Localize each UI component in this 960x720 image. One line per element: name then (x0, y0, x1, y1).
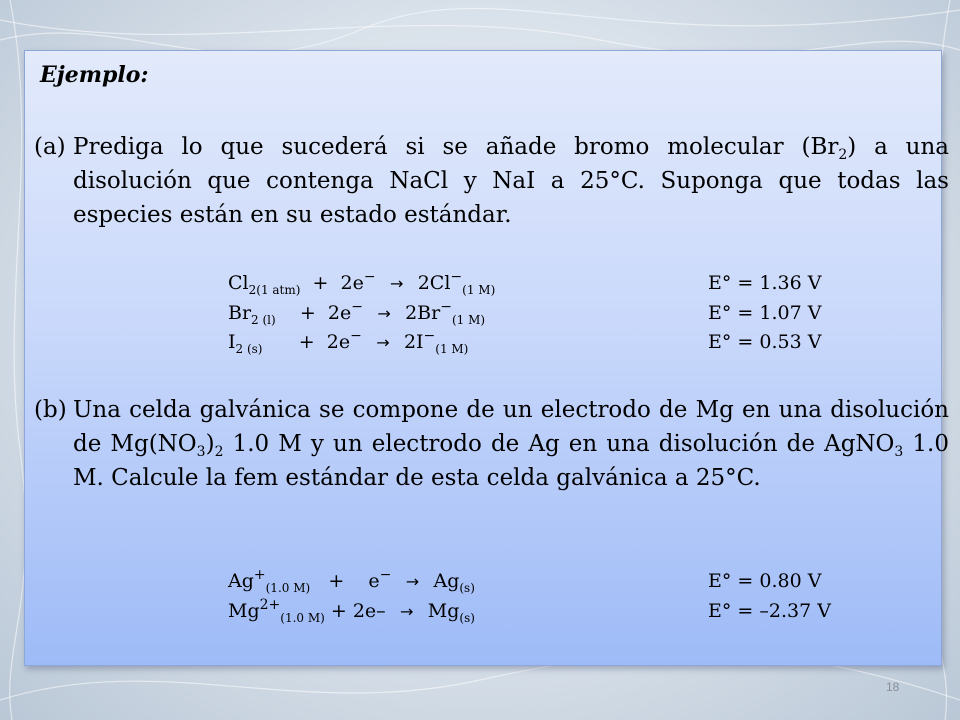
part-b-sub-3: 3 (894, 444, 904, 460)
part-a-text-1: Prediga lo que sucederá si se añade bromo molecular (Br (73, 134, 839, 160)
eq-reactant: Br (228, 302, 252, 324)
eq-potential: E° = 1.07 V (708, 302, 822, 324)
eq-potential: E° = 0.80 V (708, 570, 822, 592)
eq-electrons: e (368, 570, 380, 592)
eq-product-sup: − (423, 328, 436, 344)
eq-product: Ag (433, 570, 460, 592)
eq-potential: E° = 0.53 V (708, 331, 822, 353)
eq-plus: + (299, 302, 316, 324)
arrow-icon: → (377, 304, 391, 323)
arrow-icon: → (405, 572, 420, 591)
eq-product-sub: (1 M) (462, 283, 496, 297)
eq-reactant: Cl (228, 272, 249, 294)
part-b-sub-2: 2 (214, 444, 224, 460)
eq-electrons: 2e– (352, 600, 386, 622)
part-b-label: (b) (34, 397, 67, 423)
eq-product-sub: (s) (459, 581, 475, 595)
equation-i2 (228, 328, 822, 357)
eq-electrons-sup: − (363, 269, 376, 285)
eq-reactant: I (228, 331, 236, 353)
eq-product-sub: (1 M) (451, 313, 486, 327)
eq-electrons-sup: − (351, 299, 363, 315)
eq-product: 2I (403, 331, 424, 353)
eq-product: Mg (427, 600, 460, 622)
eq-product-sub: (s) (459, 611, 475, 625)
eq-electrons: 2e (326, 331, 351, 353)
eq-potential: E° = 1.36 V (708, 272, 822, 294)
arrow-icon: → (389, 274, 404, 293)
eq-product-sub: (1 M) (435, 342, 469, 356)
eq-reactant: Mg (228, 600, 260, 622)
eq-reactant-sup: 2+ (259, 597, 281, 613)
eq-plus: + (328, 570, 345, 592)
eq-product-sup: − (450, 269, 463, 285)
equation-br2 (228, 299, 822, 328)
eq-electrons: 2e (327, 302, 352, 324)
part-b-text-4: 1.0 M. Calcule la fem estándar de esta celda galvánica a 25°C. (73, 431, 950, 491)
part-a-text-2: ) a una disolución que contenga NaCl y NaI a 25°C. Suponga que todas las especies están en su estado estándar. (73, 134, 950, 228)
eq-reactant-sub: (1.0 M) (280, 611, 325, 625)
eq-reactant-sub: 2(1 atm) (248, 283, 301, 297)
eq-product-sup: − (440, 299, 452, 315)
part-b-sub-1: 3 (196, 444, 206, 460)
eq-product: 2Cl (417, 272, 451, 294)
equation-cl2 (228, 269, 822, 298)
eq-product: 2Br (405, 302, 441, 324)
equation-ag (228, 567, 822, 596)
eq-electrons: 2e (340, 272, 364, 294)
eq-electrons-sup: − (350, 328, 362, 344)
eq-reactant-sup: + (253, 567, 266, 583)
part-a-paragraph (34, 130, 949, 232)
eq-plus: + (298, 331, 315, 353)
eq-reactant-sub: 2 (l) (251, 313, 276, 327)
part-a-sub: 2 (838, 147, 848, 163)
eq-electrons-sup: − (379, 567, 392, 583)
part-b-text-2: ) (205, 431, 215, 457)
page-number: 18 (886, 680, 900, 694)
eq-potential: E° = –2.37 V (708, 600, 831, 622)
arrow-icon: → (376, 333, 390, 352)
eq-reactant: Ag (228, 570, 254, 592)
slide-title: Ejemplo: (40, 62, 149, 88)
part-b-text-1: Una celda galvánica se compone de un electrodo de Mg en una disolución de Mg(NO (73, 397, 949, 457)
part-a-label: (a) (34, 134, 66, 160)
eq-reactant-sub: (1.0 M) (265, 581, 311, 595)
part-b-paragraph (34, 393, 949, 495)
eq-plus: + (312, 272, 329, 294)
eq-reactant-sub: 2 (s) (235, 342, 263, 356)
part-b-text-3: 1.0 M y un electrodo de Ag en una disolución de AgNO (223, 431, 895, 457)
equation-mg (228, 597, 831, 626)
eq-plus: + (330, 600, 347, 622)
arrow-icon: → (400, 602, 414, 621)
